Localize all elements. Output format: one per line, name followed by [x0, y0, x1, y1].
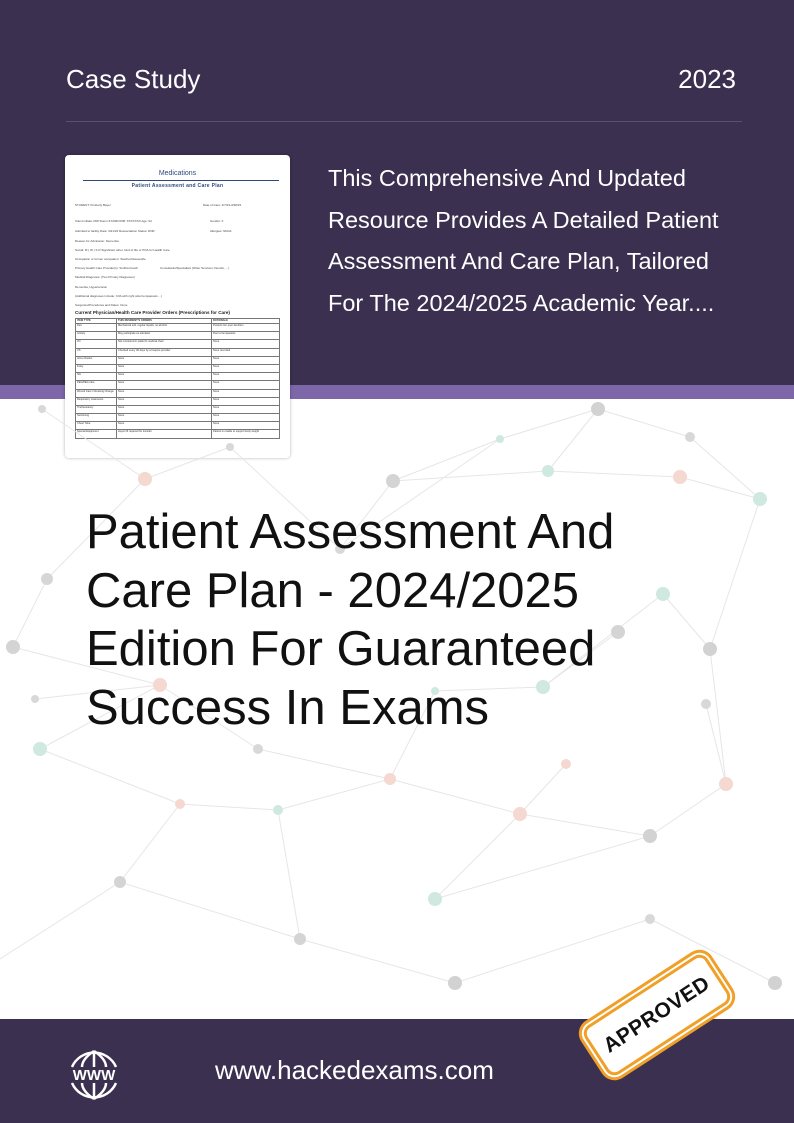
preview-line: Primary Health Care Provider(s): Smitha Koach	[75, 266, 139, 270]
preview-line: Allergies: NKDA	[210, 229, 232, 233]
table-cell: Accu-Checks	[76, 356, 117, 364]
table-cell: Respiratory treatments	[76, 397, 117, 405]
main-title-line: Edition For Guaranteed	[86, 622, 596, 676]
table-cell: I/O	[76, 340, 117, 348]
preview-line: STUDENT: Kimberly Bayer	[75, 203, 111, 207]
table-cell: Tracheostomy	[76, 405, 117, 413]
table-cell: Mechanical soft, regular liquids, no alcohol	[117, 324, 212, 332]
preview-orders-heading: Current Physician/Health Care Provider Orders (Prescriptions for Care)	[75, 310, 230, 315]
table-cell: May participate as tolerated	[117, 332, 212, 340]
table-cell: None	[117, 397, 212, 405]
table-cell: None	[117, 414, 212, 422]
main-title-line: Patient Assessment And	[86, 505, 615, 559]
table-cell: NG	[76, 373, 117, 381]
table-cell: None	[117, 364, 212, 372]
table-row	[76, 340, 280, 348]
table-cell: Chest Tube	[76, 422, 117, 430]
main-title	[86, 503, 726, 737]
svg-text:WWW: WWW	[72, 1067, 116, 1084]
table-cell: None	[212, 397, 280, 405]
table-cell: None	[212, 356, 280, 364]
summary-text: This Comprehensive And Updated Resource Provides A Detailed Patient Assessment And Care Plan, Tailored For The 2024/2025 Academic Year....	[328, 165, 719, 316]
table-row	[76, 332, 280, 340]
preview-rule	[83, 180, 279, 181]
preview-line: Reason for Admission: Dementia	[75, 239, 119, 243]
document-type-label: Case Study	[66, 64, 201, 94]
table-row	[76, 356, 280, 364]
preview-line: Consultants/Specialists (Other Services: Dentist, ...)	[160, 266, 229, 270]
table-row	[76, 381, 280, 389]
preview-line: Admitted to facility Date: 3/21/22 Resuscitation Status: DNR	[75, 229, 155, 233]
table-row	[76, 364, 280, 372]
preview-title: Medications	[158, 170, 197, 177]
table-cell: Not monitored in patient's medical chart	[117, 340, 212, 348]
table-cell: PEG/PEG tube	[76, 381, 117, 389]
table-row	[76, 389, 280, 397]
table-cell: None	[117, 356, 212, 364]
main-title-line: Care Plan - 2024/2025	[86, 563, 580, 618]
header-divider	[66, 121, 742, 122]
table-row	[76, 373, 280, 381]
table-cell: Foley	[76, 364, 117, 372]
table-cell: None	[117, 389, 212, 397]
stamp-label: APPROVED	[599, 971, 715, 1058]
table-cell: Wound Care / Dressing Change	[76, 389, 117, 397]
table-header-cell: ITEM TYPE	[76, 319, 117, 324]
document-year: 2023	[678, 64, 736, 94]
table-cell: Hoyer lift required for transfer	[117, 430, 212, 438]
table-cell: None	[117, 381, 212, 389]
www-globe-icon	[62, 1043, 126, 1107]
table-cell: None	[212, 414, 280, 422]
preview-line: Occupation or former occupation: Teacher/Housewife	[75, 257, 146, 261]
table-cell: None	[212, 381, 280, 389]
table-cell: VS	[76, 348, 117, 356]
table-cell: None	[212, 340, 280, 348]
table-cell: None	[212, 373, 280, 381]
table-cell: Activity	[76, 332, 117, 340]
website-url[interactable]: www.hackedexams.com	[215, 1055, 494, 1085]
preview-line: Medical Diagnosis: (Two Primary Diagnoses)	[75, 275, 135, 279]
table-row	[76, 348, 280, 356]
preview-line: Date of Care: 3/7/23-3/28/23	[203, 203, 242, 207]
table-cell: Special Equipment	[76, 430, 117, 438]
table-cell: Due to hemiparesis	[212, 332, 280, 340]
table-row	[76, 324, 280, 332]
preview-line: Surgeries/Procedures and Dates: None	[75, 303, 128, 307]
preview-line: Client initials: MW Room #:1098 DOB: XXXXXXX Age: 94	[75, 219, 152, 223]
table-cell: None recorded	[212, 348, 280, 356]
table-cell: Checked every 30 days by a hospice provider	[117, 348, 212, 356]
preview-line: (Additional diagnoses include: CVA with right side hemiparesis ...)	[75, 294, 162, 298]
table-cell: None	[212, 389, 280, 397]
table-cell: Patient is unable to support body weight	[212, 430, 280, 438]
table-cell: None	[117, 405, 212, 413]
table-cell: None	[117, 373, 212, 381]
table-cell: Suctioning	[76, 414, 117, 422]
table-header-cell: THIS RESIDENT'S ORDERS	[117, 319, 212, 324]
preview-subtitle: Patient Assessment and Care Plan	[131, 183, 224, 189]
table-cell: Protects her poor dentition	[212, 324, 280, 332]
main-title-line: Success In Exams	[86, 680, 490, 735]
preview-line: Social: M ( W ) S D Significant other, kind of life or POA for Health Care	[75, 248, 170, 252]
table-header-cell: RATIONALE	[212, 319, 280, 324]
preview-line: Dementia, Hypertension	[75, 285, 108, 289]
preview-line: Gender: F	[210, 219, 224, 223]
table-cell: None	[117, 422, 212, 430]
table-cell: None	[212, 405, 280, 413]
table-cell: None	[212, 364, 280, 372]
table-cell: None	[212, 422, 280, 430]
table-cell: Diet	[76, 324, 117, 332]
